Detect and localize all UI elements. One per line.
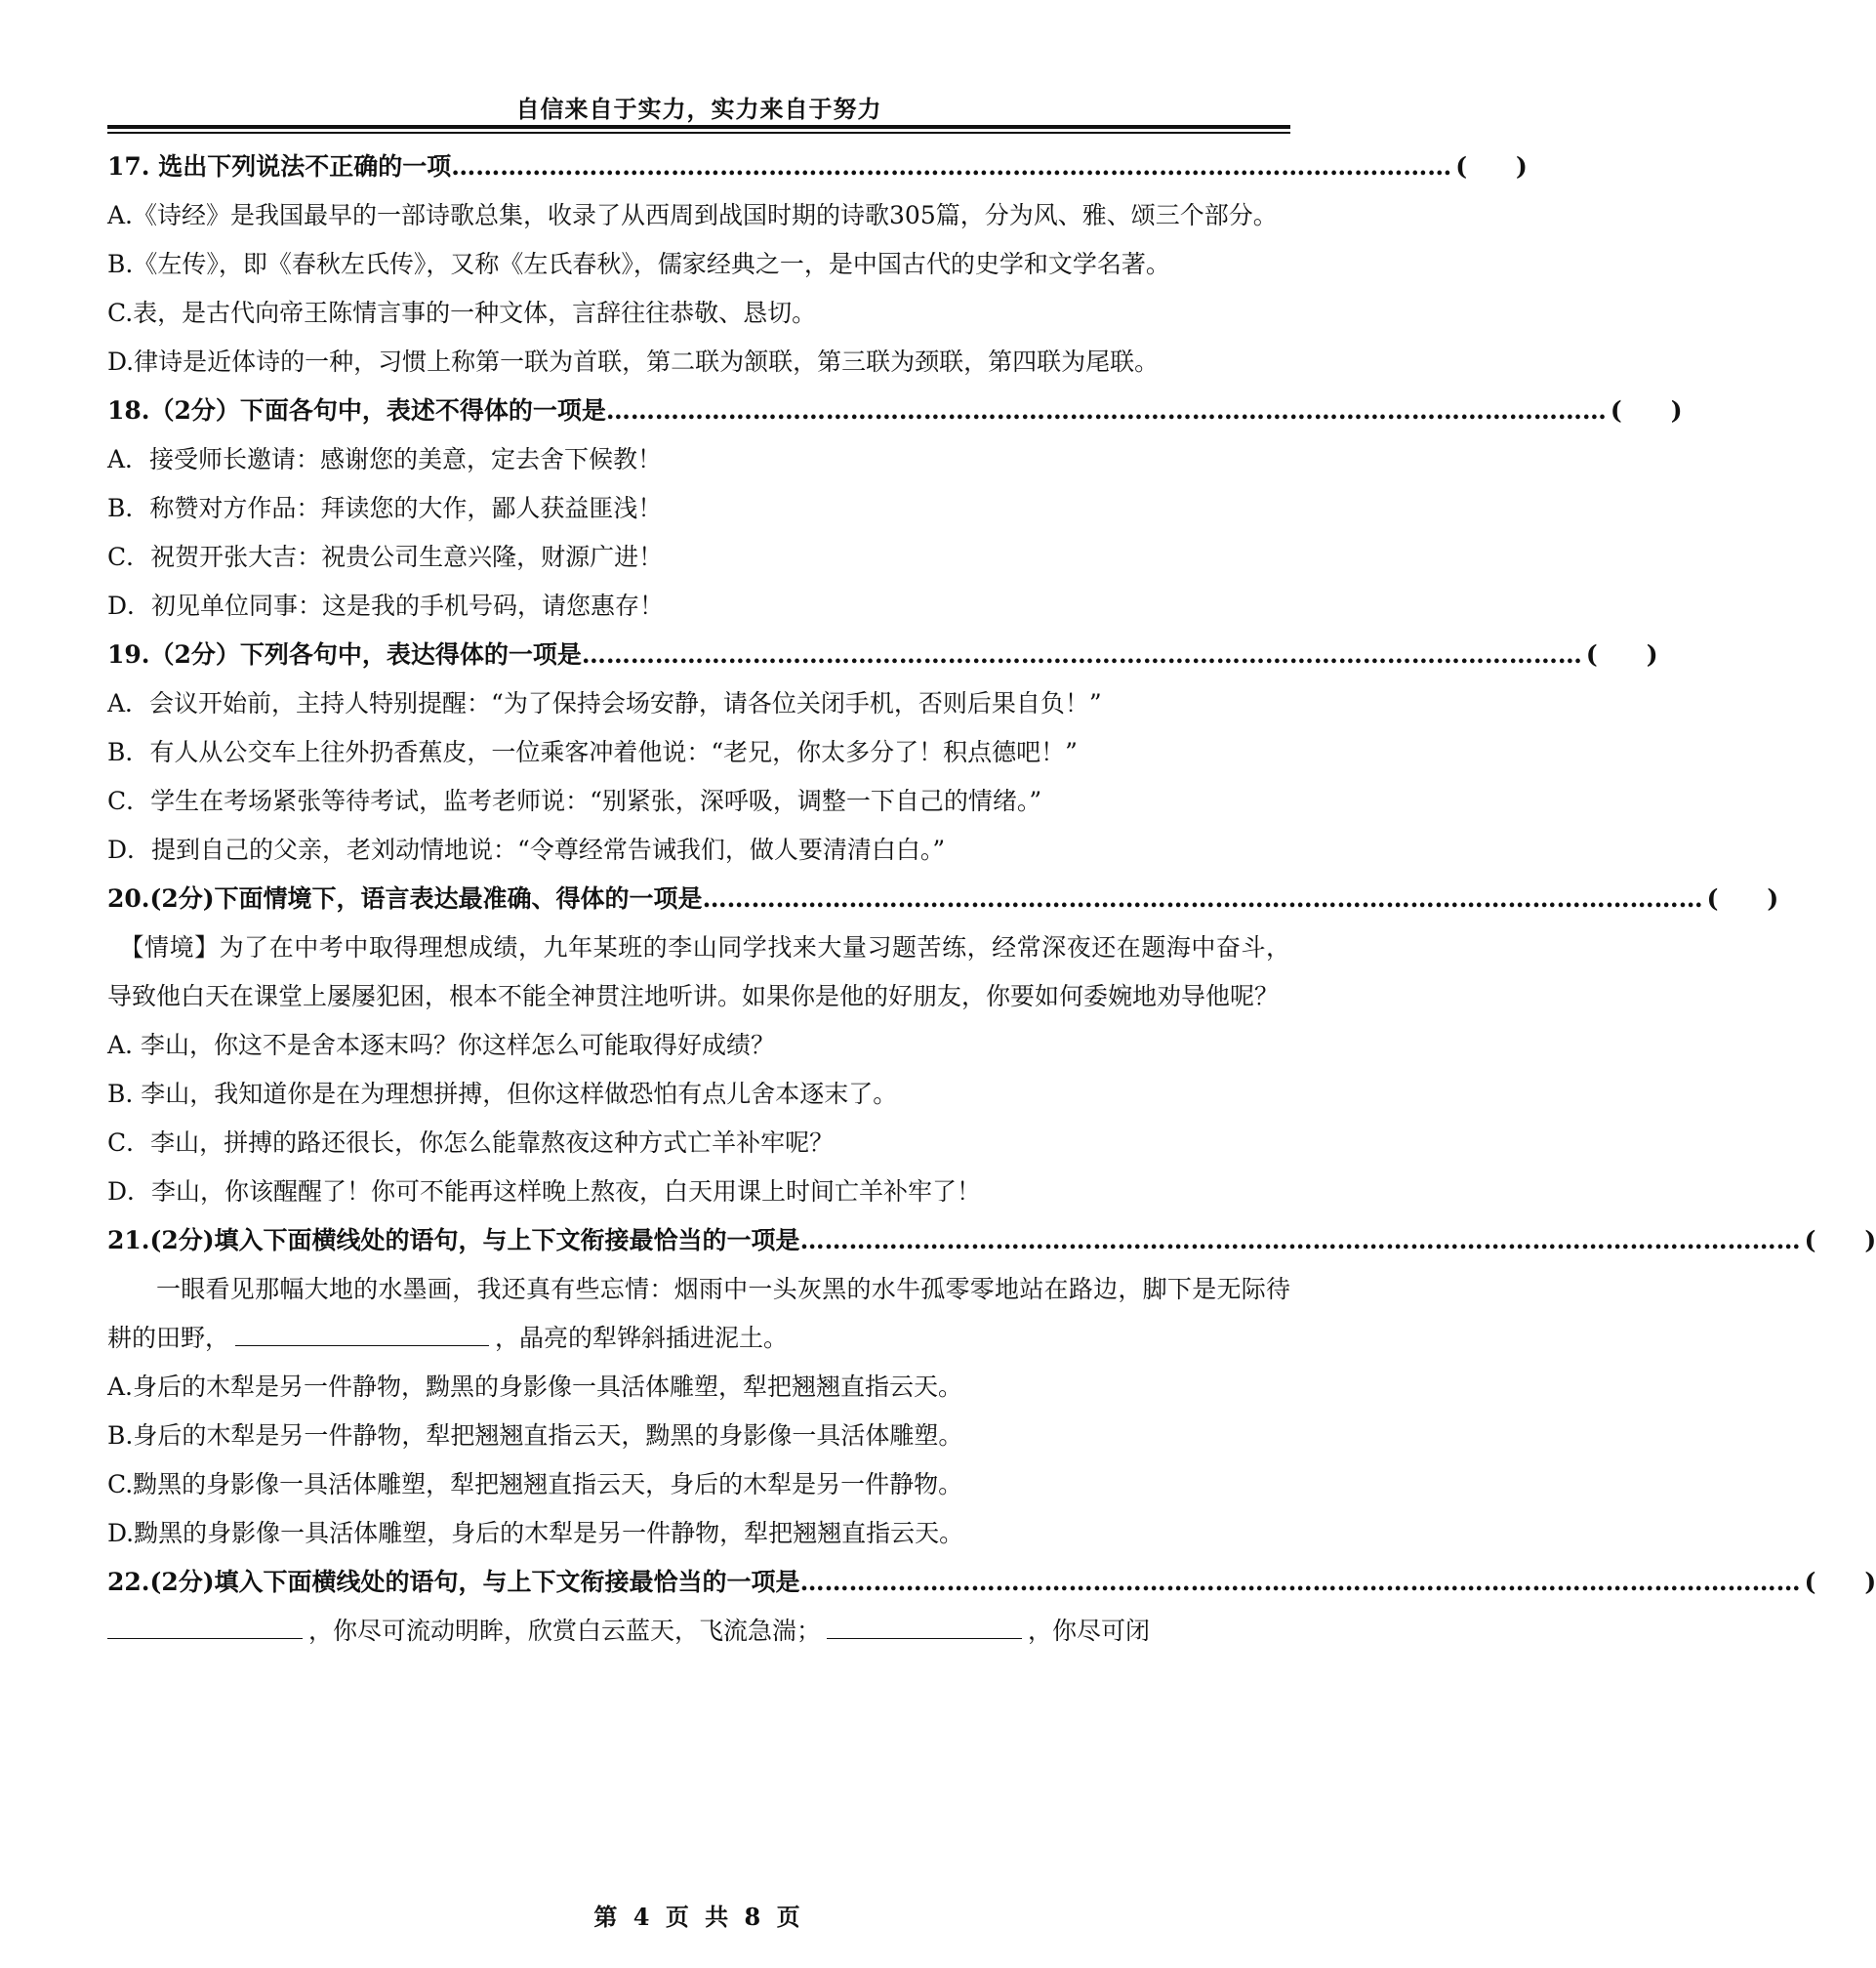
question-17-option-b: B.《左传》，即《春秋左氏传》，又称《左氏春秋》，儒家经典之一，是中国古代的史学和文学名著。: [107, 250, 1170, 278]
question-20-option-a: A. 李山，你这不是舍本逐末吗？你这样怎么可能取得好成绩？: [107, 1031, 775, 1059]
question-20-situation: 【情境】为了在中考中取得理想成绩，九年某班的李山同学找来大量习题苦练，经常深夜还在题海中奋斗，导致他白天在课堂上屡屡犯困，根本不能全神贯注地听讲。如果你是他的好朋友，你要如何委婉地劝导他呢？: [107, 933, 1290, 1010]
question-19-option-a: A．会议开始前，主持人特别提醒：“为了保持会场安静，请各位关闭手机，否则后果自负！”: [107, 689, 1102, 718]
question-17-option-d: D.律诗是近体诗的一种，习惯上称第一联为首联，第二联为颔联，第三联为颈联，第四联为尾联。: [107, 348, 1160, 376]
question-21-passage-end: ，晶亮的犁铧斜插进泥土。: [495, 1324, 789, 1352]
question-17-stem: 17. 选出下列说法不正确的一项 …………………………………………………………………………………………………………… ( ): [107, 152, 1528, 181]
question-21-option-b: B.身后的木犁是另一件静物，犁把翘翘直指云天，黝黑的身影像一具活体雕塑。: [107, 1421, 963, 1450]
question-20-option-b: B. 李山，我知道你是在为理想拼搏，但你这样做恐怕有点儿舍本逐末了。: [107, 1080, 898, 1108]
exam-content: [107, 143, 1876, 1656]
answer-blank: [107, 1637, 303, 1639]
question-19-option-d: D．提到自己的父亲，老刘动情地说：“令尊经常告诫我们，做人要清清白白。”: [107, 836, 946, 864]
question-18-option-b: B．称赞对方作品：拜读您的大作，鄙人获益匪浅！: [107, 494, 663, 522]
answer-blank: [827, 1637, 1022, 1639]
question-21-option-c: C.黝黑的身影像一具活体雕塑，犁把翘翘直指云天，身后的木犁是另一件静物。: [107, 1470, 963, 1498]
page-footer: 第 4 页 共 8 页: [593, 1903, 804, 1931]
question-20-option-c: C．李山，拼搏的路还很长，你怎么能靠熬夜这种方式亡羊补牢呢？: [107, 1128, 835, 1157]
question-22-passage-end: ，你尽可闭: [1028, 1617, 1151, 1645]
question-18-stem: 18.（2分）下面各句中，表述不得体的一项是 …………………………………………………………………………………………………………… ( ): [107, 396, 1683, 425]
question-21-passage-start: 一眼看见那幅大地的水墨画，我还真有些忘情：烟雨中一头灰黑的水牛孤零零地站在路边，脚下是无际待耕的田野，: [107, 1275, 1290, 1352]
question-22-passage-start: ，你尽可流动明眸，欣赏白云蓝天，飞流急湍；: [308, 1617, 822, 1645]
question-22-passage: [107, 1607, 1290, 1656]
question-21-option-a: A.身后的木犁是另一件静物，黝黑的身影像一具活体雕塑，犁把翘翘直指云天。: [107, 1373, 963, 1401]
question-22-stem: 22.(2分)填入下面横线处的语句，与上下文衔接最恰当的一项是 …………………………………………………………………………………………………………… ( ): [107, 1568, 1876, 1596]
question-18-option-d: D．初见单位同事：这是我的手机号码，请您惠存！: [107, 592, 665, 620]
question-17-option-c: C.表，是古代向帝王陈情言事的一种文体，言辞往往恭敬、恳切。: [107, 299, 817, 327]
question-20-option-d: D．李山，你该醒醒了！你可不能再这样晚上熬夜，白天用课上时间亡羊补牢了！: [107, 1177, 982, 1206]
header-rule-thin: [107, 132, 1290, 134]
page-header: 自信来自于实力，实力来自于努力: [515, 95, 882, 123]
question-19-option-b: B．有人从公交车上往外扔香蕉皮，一位乘客冲着他说：“老兄，你太多分了！积点德吧！”: [107, 738, 1078, 766]
question-19-option-c: C．学生在考场紧张等待考试，监考老师说：“别紧张，深呼吸，调整一下自己的情绪。”: [107, 787, 1042, 815]
header-rule-thick: [107, 125, 1290, 129]
answer-blank: [235, 1344, 489, 1346]
question-18-option-c: C．祝贺开张大吉：祝贵公司生意兴隆，财源广进！: [107, 543, 664, 571]
question-18-option-a: A．接受师长邀请：感谢您的美意，定去舍下候教！: [107, 445, 663, 473]
question-17-option-a: A.《诗经》是我国最早的一部诗歌总集，收录了从西周到战国时期的诗歌305篇，分为风、雅、颂三个部分。: [107, 201, 1278, 229]
question-19-stem: 19.（2分）下列各句中，表达得体的一项是 …………………………………………………………………………………………………………… ( ): [107, 640, 1658, 669]
question-21-option-d: D.黝黑的身影像一具活体雕塑，身后的木犁是另一件静物，犁把翘翘直指云天。: [107, 1519, 964, 1547]
question-21-passage: [107, 1265, 1290, 1363]
question-21-stem: 21.(2分)填入下面横线处的语句，与上下文衔接最恰当的一项是 …………………………………………………………………………………………………………… ( ): [107, 1226, 1876, 1254]
question-20-stem: 20.(2分)下面情境下，语言表达最准确、得体的一项是 …………………………………………………………………………………………………………… ( ): [107, 884, 1779, 913]
